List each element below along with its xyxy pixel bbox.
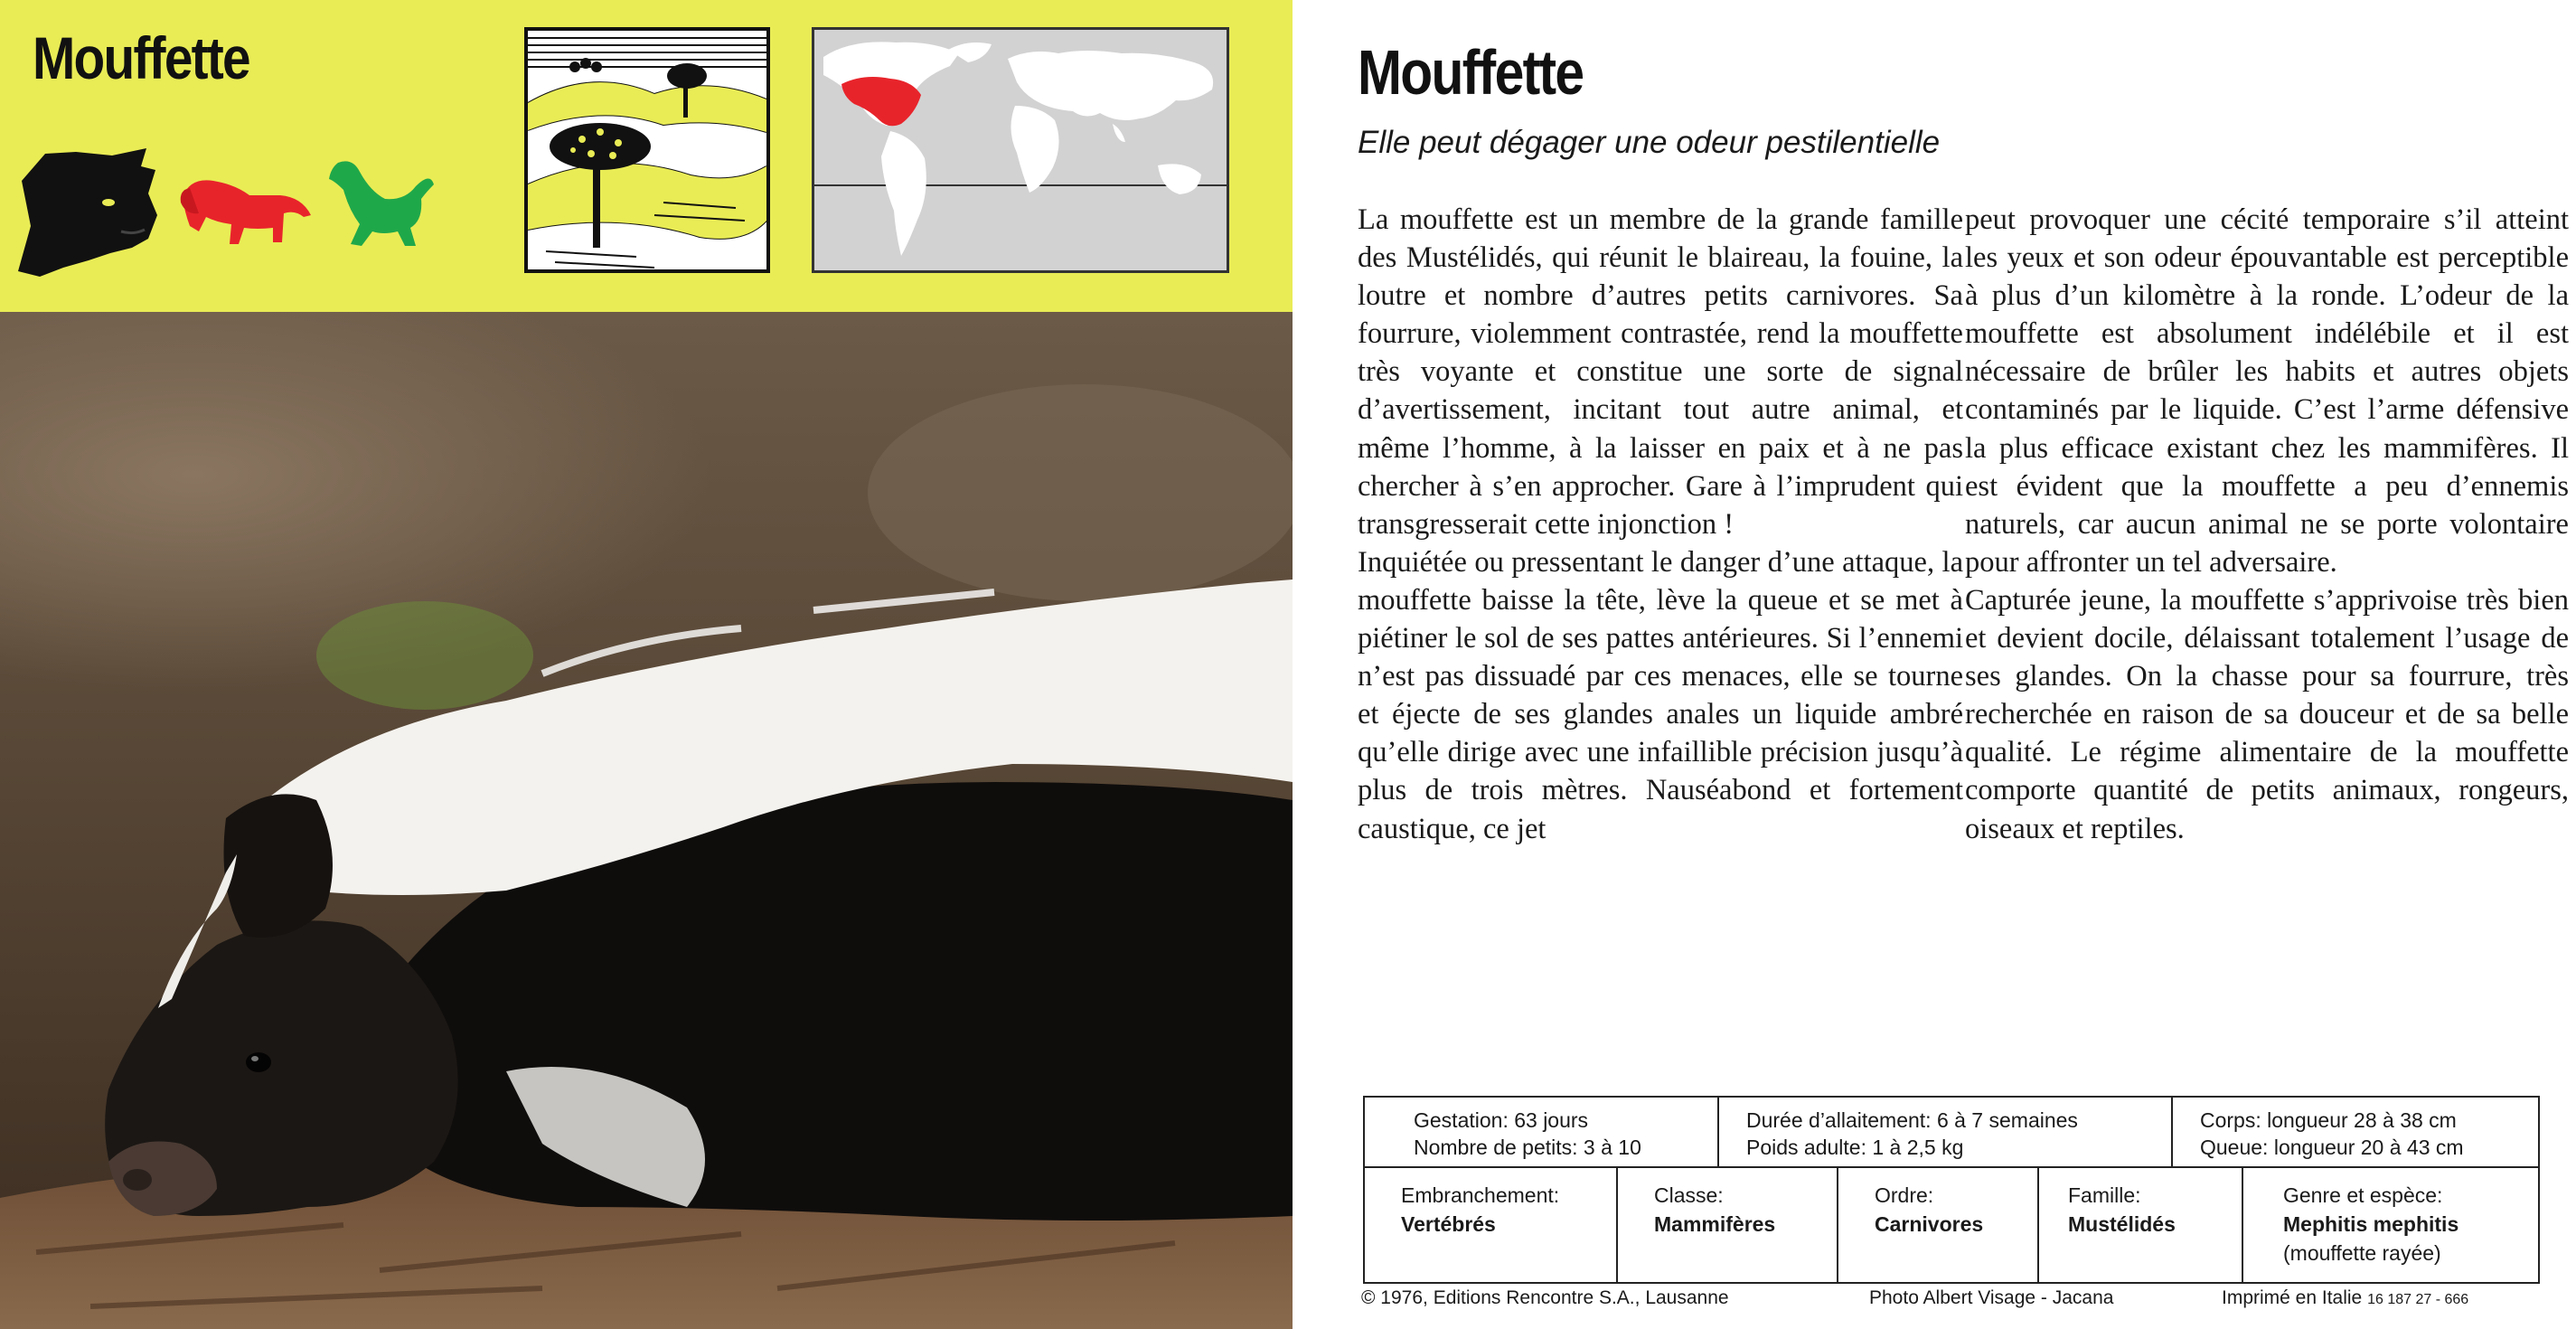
habitat-illustration: [524, 27, 770, 273]
weasel-icon: [329, 161, 434, 246]
taxonomy-cell-family: [2039, 1168, 2243, 1282]
text-column-left: [1358, 201, 1963, 848]
taxonomy-value: Vertébrés: [1401, 1212, 1496, 1236]
world-map-icon: [814, 30, 1227, 270]
lion-icon: [181, 180, 311, 244]
taxonomy-label: Genre et espèce:: [2283, 1183, 2443, 1207]
front-title: Mouffette: [33, 24, 249, 91]
facts-cell-reproduction: [1365, 1098, 1719, 1166]
paragraph: La mouffette est un membre de la grande famille des Mustélidés, qui réunit le blaireau, la fouine, la loutre et nombre d’autres petits carnivores. Sa fourrure, violemment contrastée, rend la mouffette très voyante et constitue une sorte de signal d’avertissement, incitant tout autre animal, et même l’homme, à la laisser en paix et à ne pas chercher à s’en approcher. Gare à l’imprudent qui transgresserait cette injonction !: [1358, 203, 1963, 541]
range-map: [812, 27, 1229, 273]
tail-length-text: Queue: longueur 20 à 43 cm: [2200, 1136, 2464, 1159]
weight-text: Poids adulte: 1 à 2,5 kg: [1746, 1136, 1964, 1159]
paragraph: peut provoquer une cécité temporaire s’il atteint les yeux et son odeur épouvantable est perceptible à plus d’un kilomètre à la ronde. L’odeur de la mouffette est absolument indélébile et il est nécessaire de brûler les habits et autres objets contaminés par le liquide. C’est l’arme défensive la plus efficace existant chez les mammifères. Il est évident que la mouffette a peu d’ennemis naturels, car aucun animal ne se porte volontaire pour affronter un tel adversaire.: [1965, 203, 2569, 579]
diet-icons: [13, 145, 437, 280]
copyright-text: © 1976, Editions Rencontre S.A., Lausanne: [1361, 1287, 1729, 1308]
nursing-text: Durée d’allaitement: 6 à 7 semaines: [1746, 1108, 2078, 1132]
card-code: 16 187 27 - 666: [2367, 1292, 2469, 1307]
skunk-photo: [0, 312, 1293, 1329]
taxonomy-value: Mustélidés: [2068, 1212, 2176, 1236]
printed-text: Imprimé en Italie: [2222, 1287, 2363, 1308]
taxonomy-cell-class: [1618, 1168, 1838, 1282]
taxonomy-cell-species: [2243, 1168, 2538, 1282]
back-title: Mouffette: [1358, 37, 1584, 108]
taxonomy-label: Ordre:: [1875, 1183, 1934, 1207]
print-info: [2222, 1287, 2468, 1309]
taxonomy-value: Mephitis mephitis: [2283, 1212, 2459, 1236]
card-back: [1293, 0, 2576, 1329]
paragraph: Capturée jeune, la mouffette s’apprivoise très bien et devient docile, délaissant totalement l’usage de ses glandes. On la chasse pour sa fourrure, très recherchée en raison de sa douceur et de sa belle qualité. Le régime alimentaire de la mouffette comporte quantité de petits animaux, rongeurs, oiseaux et reptiles.: [1965, 583, 2569, 845]
taxonomy-cell-phylum: [1365, 1168, 1618, 1282]
taxonomy-value: Mammifères: [1654, 1212, 1776, 1236]
facts-row-taxonomy: [1363, 1168, 2540, 1284]
back-subtitle: Elle peut dégager une odeur pestilentielle: [1358, 125, 1941, 160]
paragraph: Inquiétée ou pressentant le danger d’une attaque, la mouffette baisse la tête, lève la queue et se met à piétiner le sol de ses pattes antérieures. Si l’ennemi n’est pas dissuadé par ces menaces, elle se tourne et éjecte de ses glandes anales un liquide ambré qu’elle dirige avec une infaillible précision jusqu’à plus de trois mètres. Nauséabond et fortement caustique, ce jet: [1358, 545, 1963, 845]
skunk-illustration: [0, 312, 1293, 1329]
taxonomy-label: Famille:: [2068, 1183, 2141, 1207]
taxonomy-cell-order: [1838, 1168, 2039, 1282]
body-length-text: Corps: longueur 28 à 38 cm: [2200, 1108, 2457, 1132]
facts-table: [1363, 1096, 2540, 1284]
bull-head-icon: [18, 148, 157, 277]
litter-text: Nombre de petits: 3 à 10: [1414, 1136, 1641, 1159]
taxonomy-value: Carnivores: [1875, 1212, 1984, 1236]
facts-row-biology: [1363, 1096, 2540, 1168]
text-column-right: [1965, 201, 2569, 848]
facts-cell-size: [2173, 1098, 2538, 1166]
photo-credit: Photo Albert Visage - Jacana: [1869, 1287, 2114, 1308]
facts-cell-nursing: [1719, 1098, 2173, 1166]
taxonomy-label: Classe:: [1654, 1183, 1724, 1207]
gestation-text: Gestation: 63 jours: [1414, 1108, 1589, 1132]
habitat-landscape-icon: [528, 31, 766, 269]
taxonomy-common-name: (mouffette rayée): [2283, 1241, 2441, 1265]
taxonomy-label: Embranchement:: [1401, 1183, 1560, 1207]
